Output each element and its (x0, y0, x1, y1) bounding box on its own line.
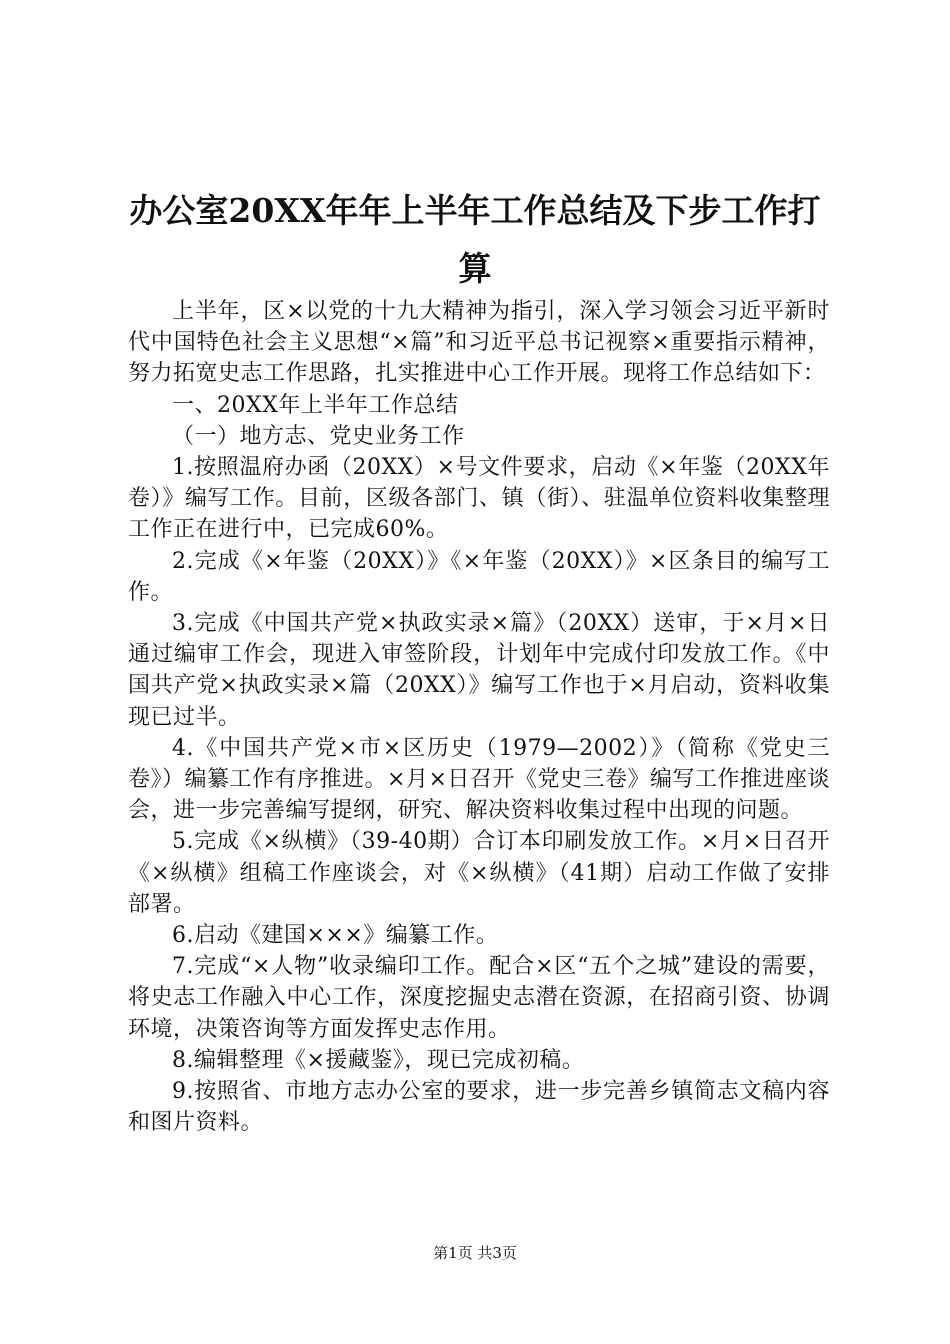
list-item: 3.完成《中国共产党×执政实录×篇》（20XX）送审，于×月×日通过编审工作会，现进入审签阶段，计划年中完成付印发放工作。《中国共产党×执政实录×篇（20XX）》编写工作也于×月启动，资料收集现已过半。 (128, 611, 830, 730)
list-item: 2.完成《×年鉴（20XX）》《×年鉴（20XX）》×区条目的编写工作。 (128, 548, 830, 605)
list-item: 7.完成“×人物”收录编印工作。配合×区“五个之城”建设的需要，将史志工作融入中心工作，深度挖掘史志潜在资源，在招商引资、协调环境，决策咨询等方面发挥史志作用。 (128, 954, 830, 1042)
section-heading: 一、20XX年上半年工作总结 (172, 392, 459, 418)
list-item: 8.编辑整理《×援藏鉴》，现已完成初稿。 (172, 1047, 585, 1073)
list-item: 1.按照温府办函（20XX）×号文件要求，启动《×年鉴（20XX年卷）》编写工作。目前，区级各部门、镇（街）、驻温单位资料收集整理工作正在进行中，已完成60%。 (128, 455, 830, 543)
document-body (128, 296, 830, 1138)
list-item: 4.《中国共产党×市×区历史（1979—2002）》（简称《党史三卷》）编纂工作有序推进。×月×日召开《党史三卷》编写工作推进座谈会，进一步完善编写提纲，研究、解决资料收集过程中出现的问题。 (128, 735, 830, 824)
subsection-heading: （一）地方志、党史业务工作 (172, 423, 465, 449)
list-item: 9.按照省、市地方志办公室的要求，进一步完善乡镇简志文稿内容和图片资料。 (128, 1079, 830, 1136)
document-title: 办公室20XX年年上半年工作总结及下步工作打算 (129, 191, 821, 288)
list-item: 6.启动《建国×××》编纂工作。 (172, 923, 499, 949)
page-number-footer: 第1页 共3页 (433, 1244, 517, 1262)
intro-paragraph: 上半年，区×以党的十九大精神为指引，深入学习领会习近平新时代中国特色社会主义思想“×篇”和习近平总书记视察×重要指示精神，努力拓宽史志工作思路，扎实推进中心工作开展。现将工作总结如下： (128, 299, 830, 387)
list-item: 5.完成《×纵横》（39-40期）合订本印刷发放工作。×月×日召开《×纵横》组稿工作座谈会，对《×纵横》（41期）启动工作做了安排部署。 (128, 829, 830, 917)
